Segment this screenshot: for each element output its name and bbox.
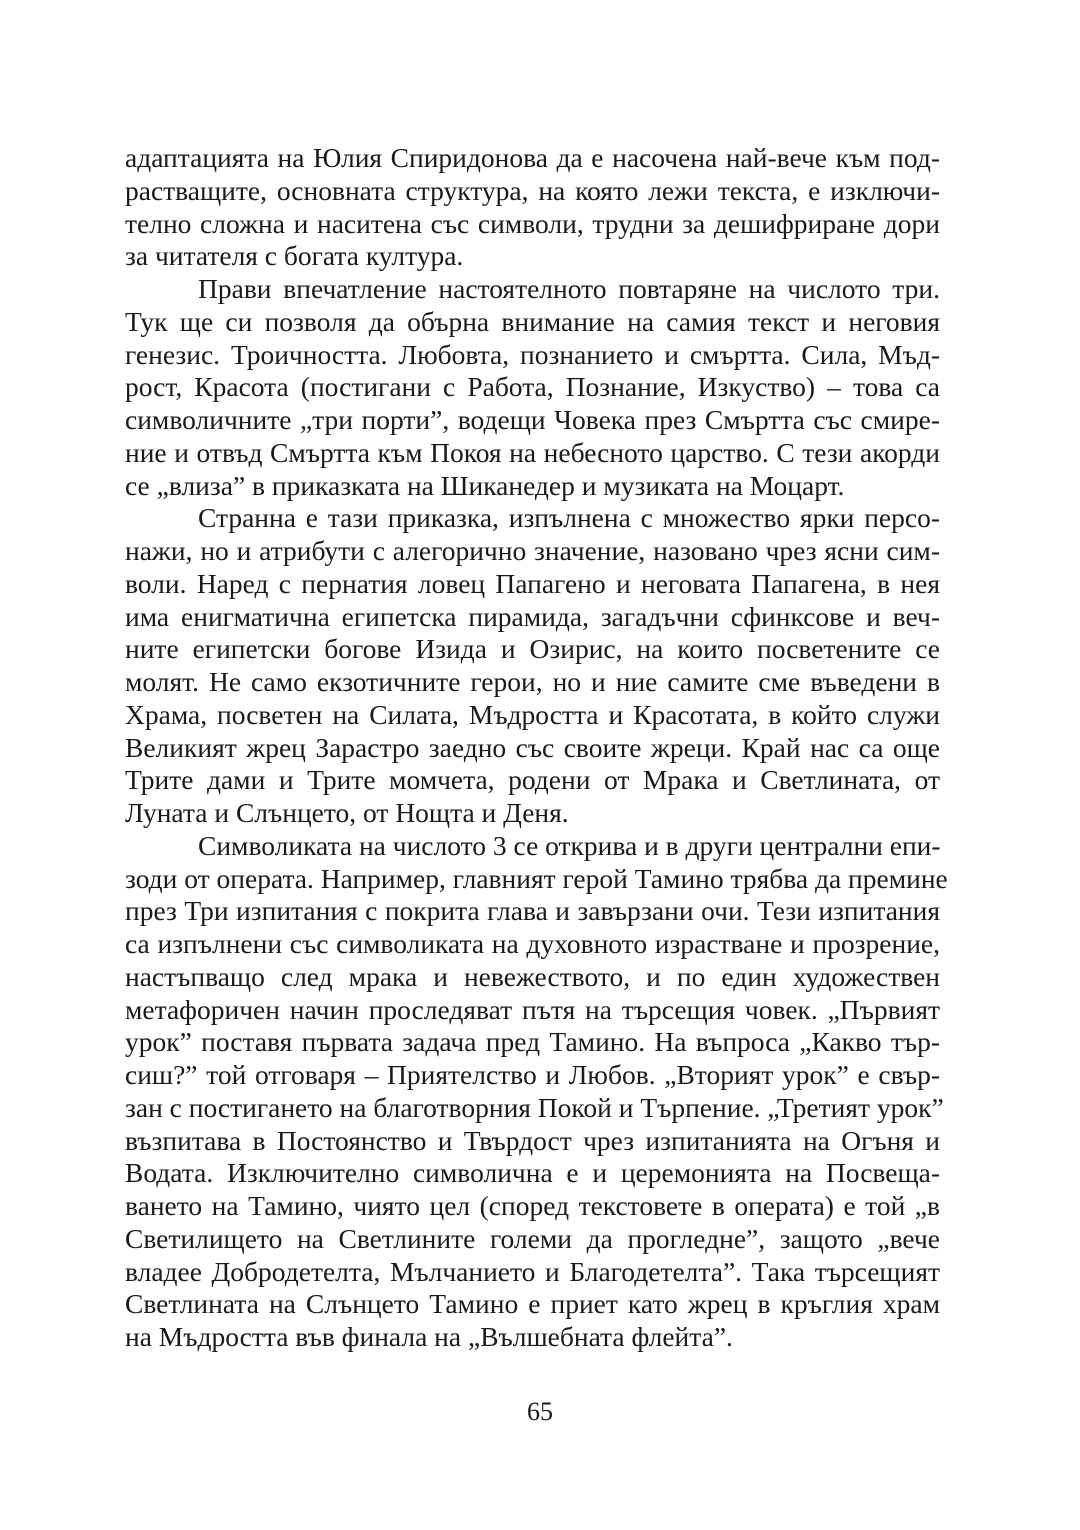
text-line: Символиката на числото 3 се открива и в други централни епи- — [198, 829, 941, 861]
text-line: урок” поставя първата задача пред Тамино. На въпроса „Какво тър- — [125, 1026, 940, 1058]
page-number: 65 — [527, 1397, 553, 1426]
text-line: възпитава в Постоянство и Твърдост чрез изпитанията на Огъня и — [125, 1124, 940, 1156]
paragraph — [125, 273, 940, 502]
text-line: Храма, посветен на Силата, Мъдростта и Красотата, в който служи — [125, 698, 940, 730]
text-line: настъпващо след мрака и невежеството, и по един художествен — [125, 960, 940, 992]
text-line: Светилището на Светлините големи да прогледне”, защото „вече — [125, 1222, 940, 1254]
text-line: растващите, основната структура, на която лежи текста, е изключи- — [125, 174, 940, 206]
text-line: на Мъдростта във финала на „Вълшебната флейта”. — [125, 1321, 733, 1352]
paragraph — [125, 502, 940, 830]
text-line: Луната и Слънцето, от Нощта и Деня. — [125, 797, 569, 828]
text-line: ние и отвъд Смъртта към Покоя на небесното царство. С тези акорди — [125, 436, 940, 468]
text-line: се „влиза” в приказката на Шиканедер и музиката на Моцарт. — [125, 469, 845, 501]
text-line: Странна е тази приказка, изпълнена с множество ярки персо- — [198, 502, 940, 534]
text-line: Водата. Изключително символична е и церемонията на Посвеща- — [125, 1157, 940, 1189]
text-line: Великият жрец Зарастро заедно със своите жреци. Край нас са още — [125, 731, 940, 763]
paragraph — [125, 829, 948, 1354]
text-line: зоди от операта. Например, главният герой Тамино трябва да премине — [125, 862, 948, 894]
text-line: за читателя с богата култура. — [125, 240, 464, 272]
text-line: телно сложна и наситена със символи, трудни за дешифриране дори — [125, 207, 940, 239]
text-line: Светлината на Слънцето Тамино е приет като жрец в кръглия храм — [125, 1288, 940, 1320]
page-body — [125, 142, 948, 1354]
text-line: зан с постигането на благотворния Покой и Търпение. „Третият урок” — [125, 1091, 944, 1123]
text-line: са изпълнени със символиката на духовното израстване и прозрение, — [125, 928, 940, 959]
text-line: сиш?” той отговаря – Приятелство и Любов. „Вторият урок” е свър- — [125, 1059, 940, 1090]
text-line: през Три изпитания с покрита глава и завързани очи. Тези изпитания — [125, 895, 940, 927]
text-line: рост, Красота (постигани с Работа, Познание, Изкуство) – това са — [125, 371, 940, 403]
text-line: генезис. Троичността. Любовта, познанието и смъртта. Сила, Мъд- — [125, 338, 940, 370]
text-line: ването на Тамино, чиято цел (според текстовете в операта) е той „в — [125, 1190, 940, 1221]
text-line: нажи, но и атрибути с алегорично значение, назовано чрез ясни сим- — [125, 535, 940, 566]
paragraph — [125, 142, 940, 273]
text-line: метафоричен начин проследяват пътя на търсещия човек. „Първият — [125, 993, 940, 1025]
text-line: воли. Наред с пернатия ловец Папагено и неговата Папагена, в нея — [125, 567, 940, 599]
text-line: адаптацията на Юлия Спиридонова да е насочена най-вече към под- — [125, 142, 940, 173]
text-line: Трите дами и Трите момчета, родени от Мрака и Светлината, от — [125, 764, 940, 796]
text-line: Тук ще си позволя да обърна внимание на самия текст и неговия — [125, 305, 940, 337]
text-line: ните египетски богове Изида и Озирис, на които посветените се — [125, 633, 940, 665]
text-line: молят. Не само екзотичните герои, но и ние самите сме въведени в — [125, 666, 940, 697]
text-line: Прави впечатление настоятелното повтаряне на числото три. — [198, 273, 940, 304]
text-line: владее Добродетелта, Мълчанието и Благодетелта”. Така търсещият — [125, 1255, 940, 1287]
text-line: има енигматична египетска пирамида, загадъчни сфинксове и веч- — [125, 600, 940, 632]
text-line: символичните „три порти”, водещи Човека през Смъртта със смире- — [125, 404, 940, 435]
